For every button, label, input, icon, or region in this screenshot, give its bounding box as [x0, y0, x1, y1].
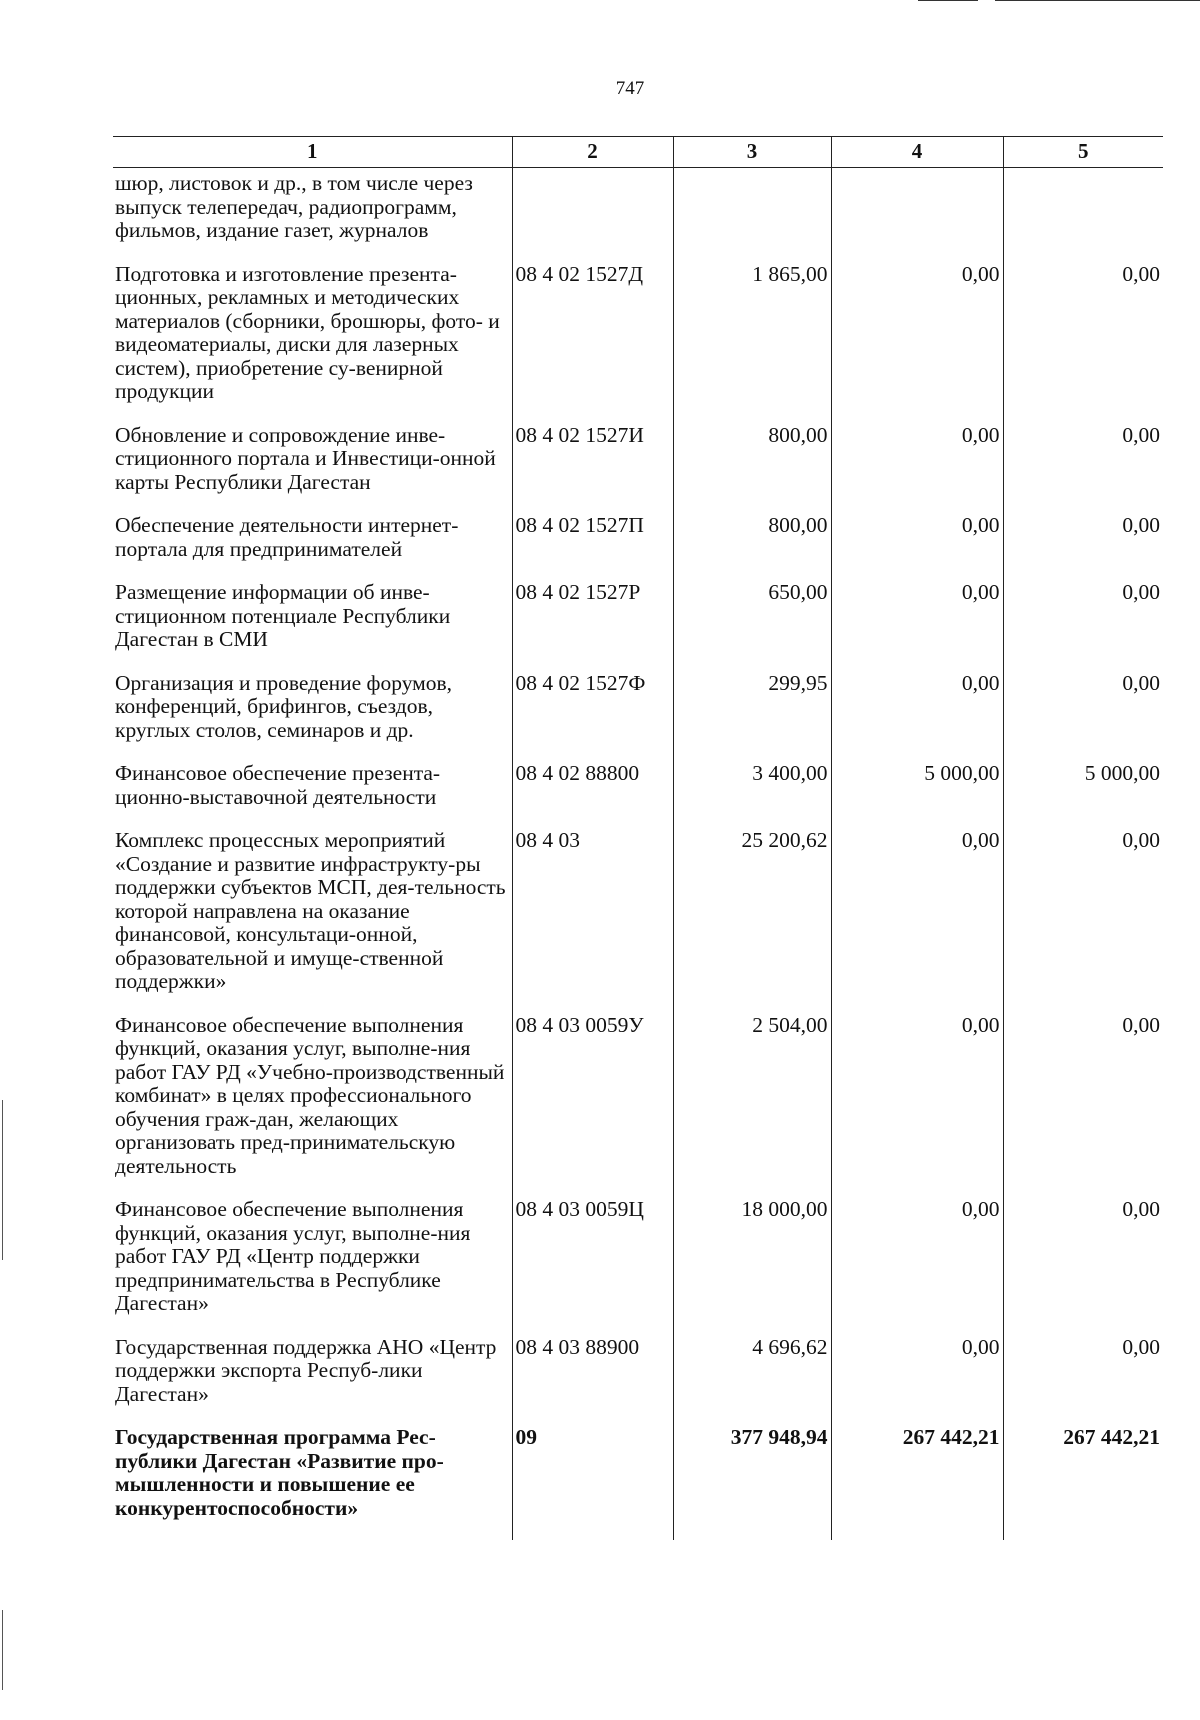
row-code: 08 4 02 1527П — [512, 514, 673, 581]
row-value-col4: 5 000,00 — [831, 762, 1003, 829]
row-name: Финансовое обеспечение презента-ционно-выставочной деятельности — [115, 761, 441, 809]
row-name: Обеспечение деятельности интернет-портала для предпринимателей — [115, 513, 459, 561]
row-name: Государственная поддержка АНО «Центр поддержки экспорта Респуб-лики Дагестан» — [115, 1334, 497, 1406]
table-row — [113, 168, 1163, 263]
table-row — [113, 1014, 1163, 1199]
row-value-col5: 0,00 — [1003, 424, 1163, 515]
table-row — [113, 762, 1163, 829]
table-row — [113, 424, 1163, 515]
row-code: 08 4 02 1527И — [512, 424, 673, 515]
row-value-col3: 1 865,00 — [673, 263, 831, 424]
budget-table — [113, 136, 1163, 1540]
row-value-col5: 0,00 — [1003, 1336, 1163, 1427]
row-value-col3: 299,95 — [673, 672, 831, 763]
row-value-col3: 25 200,62 — [673, 829, 831, 1014]
row-code: 08 4 03 — [512, 829, 673, 1014]
row-code: 08 4 03 0059У — [512, 1014, 673, 1199]
row-value-col4: 267 442,21 — [831, 1426, 1003, 1540]
row-value-col3: 800,00 — [673, 424, 831, 515]
row-code — [512, 168, 673, 263]
row-value-col5: 0,00 — [1003, 581, 1163, 672]
scan-artifact-line — [995, 0, 1200, 1]
row-value-col5: 0,00 — [1003, 829, 1163, 1014]
column-header-3: 3 — [673, 137, 831, 168]
row-code: 08 4 03 0059Ц — [512, 1198, 673, 1336]
row-name: Подготовка и изготовление презента-ционных, рекламных и методических материалов (сборники, брошюры, фото- и видеоматериалы, диски для лазерных систем), приобретение су-венирной продукции — [115, 261, 500, 403]
row-value-col5: 0,00 — [1003, 263, 1163, 424]
row-value-col5 — [1003, 168, 1163, 263]
table-row — [113, 1198, 1163, 1336]
scan-artifact-line — [918, 0, 978, 1]
row-code: 09 — [512, 1426, 673, 1540]
row-value-col3: 377 948,94 — [673, 1426, 831, 1540]
column-header-5: 5 — [1003, 137, 1163, 168]
row-value-col5: 5 000,00 — [1003, 762, 1163, 829]
row-code: 08 4 02 1527Р — [512, 581, 673, 672]
row-name: Организация и проведение форумов, конференций, брифингов, съездов, круглых столов, семинаров и др. — [115, 670, 453, 742]
row-value-col4: 0,00 — [831, 581, 1003, 672]
row-name: шюр, листовок и др., в том числе через выпуск телепередач, радиопрограмм, фильмов, издание газет, журналов — [115, 171, 473, 242]
row-code: 08 4 02 88800 — [512, 762, 673, 829]
column-header-2: 2 — [512, 137, 673, 168]
row-code: 08 4 03 88900 — [512, 1336, 673, 1427]
scan-margin-mark — [2, 1100, 3, 1260]
row-value-col4: 0,00 — [831, 829, 1003, 1014]
table-row — [113, 1336, 1163, 1427]
row-value-col3: 800,00 — [673, 514, 831, 581]
row-name: Финансовое обеспечение выполнения функций, оказания услуг, выполне-ния работ ГАУ РД «Учебно-производственный комбинат» в целях профессионального обучения граж-дан, желающих организовать пред-принимательскую деятельность — [115, 1012, 505, 1178]
row-value-col4: 0,00 — [831, 1198, 1003, 1336]
row-name: Размещение информации об инве-стиционном потенциале Республики Дагестан в СМИ — [115, 580, 451, 651]
row-value-col3: 2 504,00 — [673, 1014, 831, 1199]
row-value-col4: 0,00 — [831, 263, 1003, 424]
row-value-col4: 0,00 — [831, 424, 1003, 515]
table-row — [113, 672, 1163, 763]
row-value-col4 — [831, 168, 1003, 263]
row-name: Комплекс процессных мероприятий «Создание и развитие инфраструкту-ры поддержки субъектов МСП, дея-тельность которой направлена на оказание финансовой, консультаци-онной, образовательной и имуще-ственной поддержки» — [115, 828, 506, 993]
column-header-1: 1 — [113, 137, 512, 168]
page-number: 747 — [615, 78, 645, 99]
table-row — [113, 263, 1163, 424]
column-header-4: 4 — [831, 137, 1003, 168]
row-value-col3: 650,00 — [673, 581, 831, 672]
row-code: 08 4 02 1527Д — [512, 263, 673, 424]
scan-margin-mark — [2, 1610, 3, 1690]
row-name: Обновление и сопровождение инве-стиционного портала и Инвестици-онной карты Республики Дагестан — [115, 422, 496, 494]
row-name: Финансовое обеспечение выполнения функций, оказания услуг, выполне-ния работ ГАУ РД «Центр поддержки предпринимательства в Республике Дагестан» — [115, 1197, 471, 1315]
row-value-col3 — [673, 168, 831, 263]
row-value-col4: 0,00 — [831, 672, 1003, 763]
row-value-col4: 0,00 — [831, 1014, 1003, 1199]
row-value-col3: 3 400,00 — [673, 762, 831, 829]
row-value-col5: 0,00 — [1003, 672, 1163, 763]
row-name: Государственная программа Рес-публики Дагестан «Развитие про-мышленности и повышение ее конкурентоспособности» — [115, 1425, 444, 1520]
row-value-col5: 0,00 — [1003, 1198, 1163, 1336]
row-value-col5: 0,00 — [1003, 514, 1163, 581]
table-row — [113, 829, 1163, 1014]
row-value-col3: 4 696,62 — [673, 1336, 831, 1427]
table-row — [113, 581, 1163, 672]
row-value-col4: 0,00 — [831, 1336, 1003, 1427]
row-code: 08 4 02 1527Ф — [512, 672, 673, 763]
row-value-col4: 0,00 — [831, 514, 1003, 581]
table-row-program-total — [113, 1426, 1163, 1540]
row-value-col5: 0,00 — [1003, 1014, 1163, 1199]
table-row — [113, 514, 1163, 581]
row-value-col5: 267 442,21 — [1003, 1426, 1163, 1540]
row-value-col3: 18 000,00 — [673, 1198, 831, 1336]
table-header-row — [113, 137, 1163, 168]
